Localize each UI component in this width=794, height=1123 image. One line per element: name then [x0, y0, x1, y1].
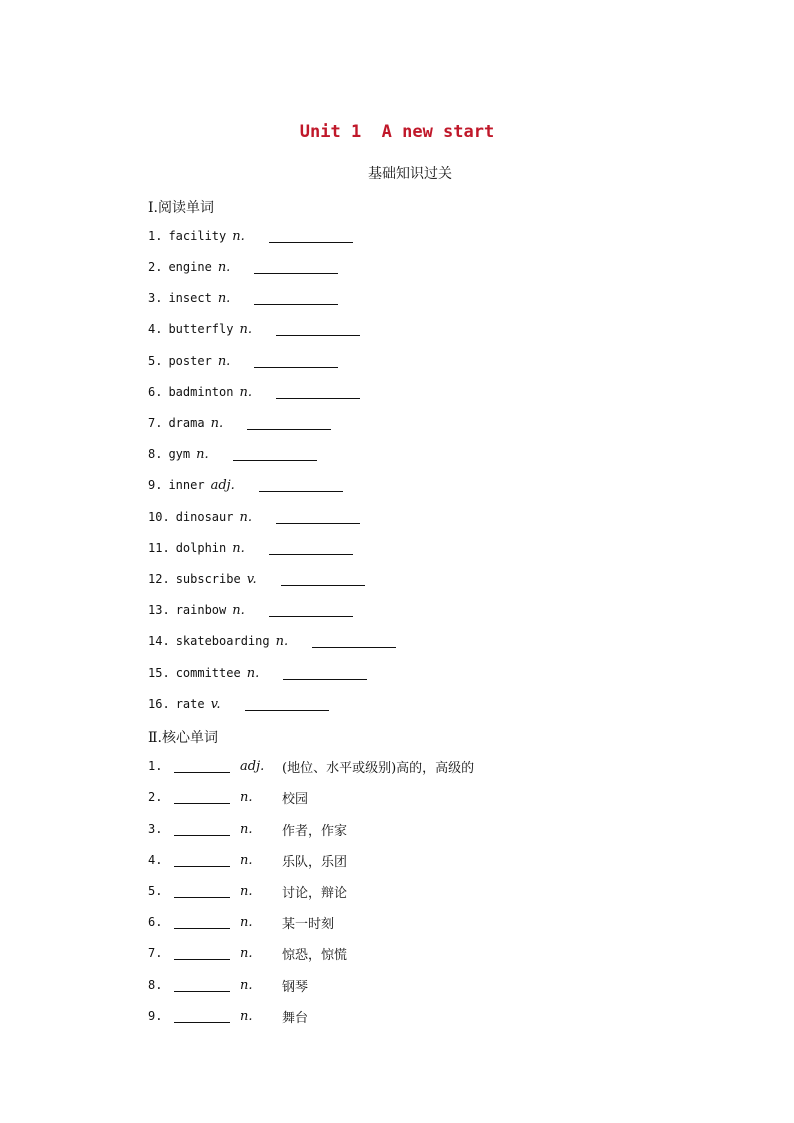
word: committee: [175, 666, 241, 680]
part-of-speech: n.: [232, 540, 245, 556]
item-number: 8.: [148, 978, 163, 992]
reading-word-row: [148, 382, 360, 402]
word: butterfly: [168, 322, 234, 336]
chinese-meaning: 某一时刻: [282, 916, 335, 932]
word: dolphin: [175, 541, 227, 555]
part-of-speech: n.: [240, 945, 253, 961]
chinese-meaning: 惊恐，惊慌: [282, 947, 348, 963]
item-number: 5.: [148, 354, 163, 368]
part-of-speech: n.: [239, 321, 252, 337]
reading-word-row: [148, 569, 365, 589]
answer-blank[interactable]: [174, 959, 230, 960]
word: gym: [168, 447, 191, 461]
page-subtitle: 基础知识过关: [368, 166, 452, 182]
item-number: 10.: [148, 510, 170, 524]
word: skateboarding: [175, 634, 270, 648]
answer-blank[interactable]: [276, 335, 360, 336]
answer-blank[interactable]: [245, 710, 329, 711]
part-of-speech: n.: [232, 228, 245, 244]
answer-blank[interactable]: [174, 772, 230, 773]
chinese-meaning: 钢琴: [282, 979, 309, 995]
word: rate: [175, 697, 205, 711]
item-number: 13.: [148, 603, 170, 617]
part-of-speech: n.: [240, 883, 253, 899]
reading-word-row: [148, 288, 338, 308]
chinese-meaning: 作者，作家: [282, 823, 348, 839]
core-word-row: [148, 881, 347, 901]
page-title: Unit 1 A new start: [299, 122, 495, 142]
part-of-speech: n.: [240, 852, 253, 868]
answer-blank[interactable]: [174, 897, 230, 898]
answer-blank[interactable]: [281, 585, 365, 586]
reading-word-row: [148, 444, 317, 464]
item-number: 4.: [148, 322, 163, 336]
item-number: 3.: [148, 291, 163, 305]
part-of-speech: n.: [232, 602, 245, 618]
item-number: 9.: [148, 478, 163, 492]
word: inner: [168, 478, 205, 492]
word: drama: [168, 416, 205, 430]
item-number: 1.: [148, 229, 163, 243]
answer-blank[interactable]: [276, 398, 360, 399]
answer-blank[interactable]: [276, 523, 360, 524]
core-word-row: [148, 943, 347, 963]
answer-blank[interactable]: [247, 429, 331, 430]
part-of-speech: n.: [240, 789, 253, 805]
answer-blank[interactable]: [174, 991, 230, 992]
item-number: 1.: [148, 759, 163, 773]
answer-blank[interactable]: [312, 647, 396, 648]
word: poster: [168, 354, 212, 368]
reading-word-row: [148, 351, 338, 371]
word: facility: [168, 229, 227, 243]
part-of-speech: n.: [217, 353, 231, 369]
item-number: 2.: [148, 790, 163, 804]
item-number: 12.: [148, 572, 170, 586]
section-heading-reading-words: Ⅰ.阅读单词: [148, 200, 214, 216]
item-number: 3.: [148, 822, 163, 836]
reading-word-row: [148, 600, 353, 620]
word: engine: [168, 260, 212, 274]
item-number: 2.: [148, 260, 163, 274]
reading-word-row: [148, 663, 367, 683]
reading-word-row: [148, 538, 353, 558]
core-word-row: [148, 1006, 308, 1026]
part-of-speech: adj.: [240, 758, 265, 774]
reading-word-row: [148, 319, 360, 339]
item-number: 15.: [148, 666, 170, 680]
part-of-speech: n.: [240, 977, 253, 993]
item-number: 6.: [148, 385, 163, 399]
part-of-speech: n.: [246, 665, 260, 681]
core-word-row: [148, 819, 347, 839]
part-of-speech: n.: [196, 446, 209, 462]
chinese-meaning: 讨论，辩论: [282, 885, 348, 901]
reading-word-row: [148, 475, 343, 495]
core-word-row: [148, 975, 308, 995]
part-of-speech: adj.: [210, 477, 235, 493]
answer-blank[interactable]: [174, 1022, 230, 1023]
answer-blank[interactable]: [174, 866, 230, 867]
part-of-speech: n.: [240, 821, 253, 837]
item-number: 4.: [148, 853, 163, 867]
part-of-speech: n.: [275, 633, 289, 649]
part-of-speech: n.: [239, 509, 252, 525]
part-of-speech: n.: [210, 415, 224, 431]
core-word-row: [148, 787, 308, 807]
item-number: 6.: [148, 915, 163, 929]
reading-word-row: [148, 694, 329, 714]
answer-blank[interactable]: [174, 835, 230, 836]
reading-word-row: [148, 226, 353, 246]
reading-word-row: [148, 413, 331, 433]
reading-word-row: [148, 257, 338, 277]
part-of-speech: n.: [239, 384, 252, 400]
word: insect: [168, 291, 212, 305]
item-number: 11.: [148, 541, 170, 555]
part-of-speech: n.: [217, 290, 231, 306]
answer-blank[interactable]: [269, 242, 353, 243]
part-of-speech: n.: [217, 259, 231, 275]
answer-blank[interactable]: [283, 679, 367, 680]
answer-blank[interactable]: [254, 367, 338, 368]
answer-blank[interactable]: [254, 304, 338, 305]
chinese-meaning: 校园: [282, 791, 309, 807]
core-word-row: [148, 756, 474, 776]
chinese-meaning: 乐队，乐团: [282, 854, 348, 870]
answer-blank[interactable]: [269, 616, 353, 617]
answer-blank[interactable]: [174, 928, 230, 929]
word: subscribe: [175, 572, 241, 586]
part-of-speech: v.: [210, 696, 221, 712]
core-word-row: [148, 850, 347, 870]
item-number: 7.: [148, 416, 163, 430]
item-number: 14.: [148, 634, 170, 648]
word: badminton: [168, 385, 234, 399]
item-number: 8.: [148, 447, 163, 461]
section-heading-core-words: Ⅱ.核心单词: [148, 730, 218, 746]
item-number: 7.: [148, 946, 163, 960]
answer-blank[interactable]: [259, 491, 343, 492]
core-word-row: [148, 912, 334, 932]
answer-blank[interactable]: [174, 803, 230, 804]
answer-blank[interactable]: [269, 554, 353, 555]
item-number: 9.: [148, 1009, 163, 1023]
word: rainbow: [175, 603, 227, 617]
item-number: 5.: [148, 884, 163, 898]
chinese-meaning: 舞台: [282, 1010, 309, 1026]
chinese-meaning: (地位、水平或级别)高的，高级的: [282, 760, 475, 776]
item-number: 16.: [148, 697, 170, 711]
part-of-speech: v.: [246, 571, 257, 587]
part-of-speech: n.: [240, 1008, 253, 1024]
answer-blank[interactable]: [233, 460, 317, 461]
answer-blank[interactable]: [254, 273, 338, 274]
word: dinosaur: [175, 510, 234, 524]
reading-word-row: [148, 507, 360, 527]
part-of-speech: n.: [240, 914, 253, 930]
reading-word-row: [148, 631, 396, 651]
